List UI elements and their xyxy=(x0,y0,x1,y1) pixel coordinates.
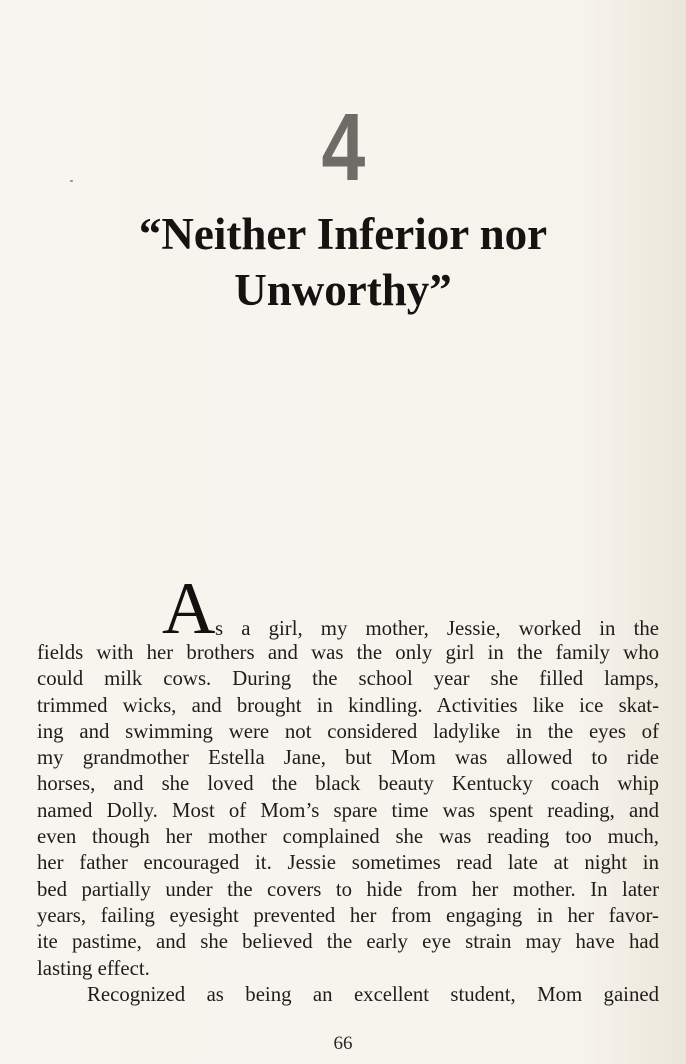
chapter-title xyxy=(20,206,666,318)
page-number: 66 xyxy=(333,1033,353,1054)
first-line: s a girl, my mother, Jessie, worked in the xyxy=(215,617,659,640)
text-line: my grandmother Estella Jane, but Mom was allowed to ride xyxy=(37,746,659,770)
text-line: fields with her brothers and was the only girl in the family who xyxy=(37,641,659,664)
text-line: horses, and she loved the black beauty Kentucky coach whip xyxy=(37,772,659,796)
text-line: could milk cows. During the school year she filled lamps, xyxy=(37,667,659,691)
text-line: trimmed wicks, and brought in kindling. Activities like ice skat- xyxy=(37,693,659,717)
opening-line xyxy=(37,568,659,650)
text-line: years, failing eyesight prevented her from engaging in her favor- xyxy=(37,903,659,927)
second-paragraph-line: Recognized as being an excellent student, Mom gained xyxy=(87,982,659,1006)
text-line: even though her mother complained she was reading too much, xyxy=(37,825,659,849)
text-line: ite pastime, and she believed the early eye strain may have had xyxy=(37,930,659,954)
text-line: her father encouraged it. Jessie sometimes read late at night in xyxy=(37,851,659,875)
text-line: lasting effect. xyxy=(37,956,150,980)
text-line: ing and swimming were not considered ladylike in the eyes of xyxy=(37,719,659,743)
chapter-title-line-1: “Neither Inferior nor xyxy=(138,209,548,259)
text-line: named Dolly. Most of Mom’s spare time was spent reading, and xyxy=(37,798,659,822)
drop-cap: A xyxy=(162,568,216,650)
chapter-number: 4 xyxy=(321,94,366,201)
chapter-title-line-2: Unworthy” xyxy=(234,265,452,315)
text-line: bed partially under the covers to hide from her mother. In later xyxy=(37,877,659,901)
body-text xyxy=(37,568,659,1008)
